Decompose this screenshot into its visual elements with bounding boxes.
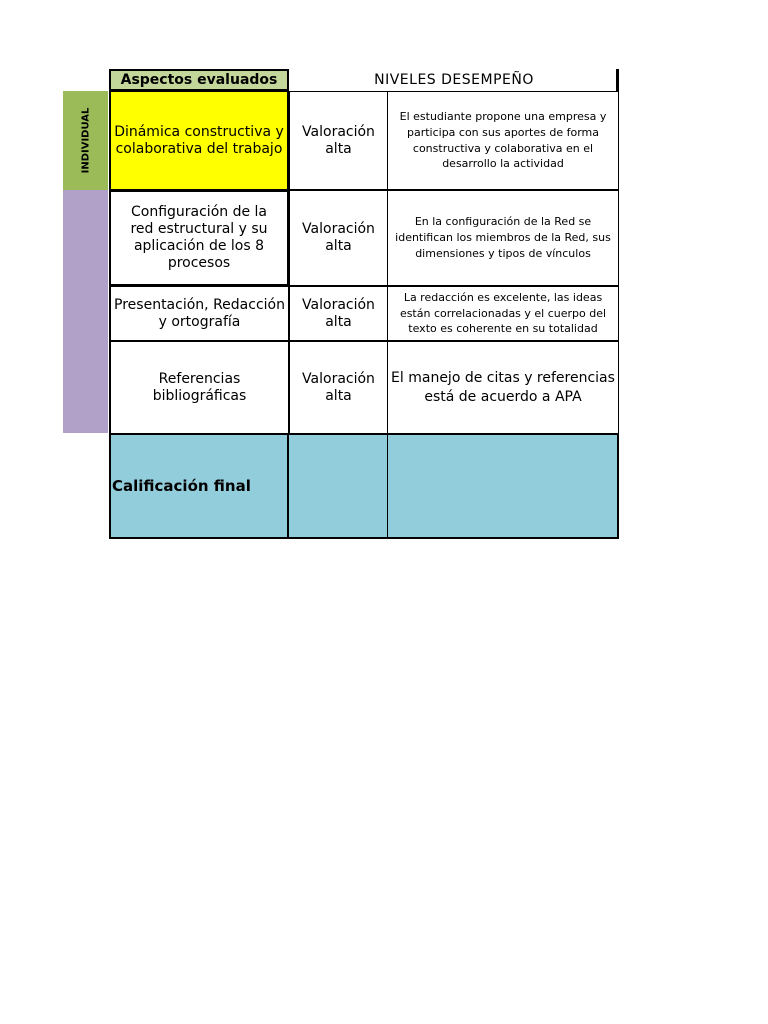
- row-1-level-text: Valoración alta: [302, 123, 375, 157]
- final-label-cell: [109, 433, 289, 539]
- row-3-level-text: Valoración alta: [302, 296, 375, 330]
- side-individual-label-block: [63, 91, 108, 190]
- row-2-aspect-cell: [109, 190, 289, 286]
- row-1-description-text: El estudiante propone una empresa y participa con sus aportes de forma constructiva y colaborativa en el desarrollo la actividad: [399, 109, 607, 171]
- side-group-block: [63, 190, 108, 433]
- final-level-cell: [288, 433, 388, 539]
- header-aspects-cell: [109, 69, 289, 91]
- row-1-aspect-text: Dinámica constructiva y colaborativa del trabajo: [114, 123, 284, 157]
- row-2-description-cell: [387, 190, 619, 286]
- header-aspects-label: Aspectos evaluados: [120, 72, 278, 88]
- row-3-description-cell: [387, 286, 619, 341]
- row-4-level-cell: [289, 341, 388, 434]
- row-4-description-cell: [387, 341, 619, 434]
- header-right-border: [616, 69, 619, 91]
- row-1-level-cell: [289, 91, 388, 190]
- final-description-cell: [387, 433, 619, 539]
- row-4-description-text: El manejo de citas y referencias está de acuerdo a APA: [391, 370, 615, 405]
- row-2-aspect-text: Configuración de la red estructural y su aplicación de los 8 procesos: [130, 204, 268, 271]
- row-2-description-text: En la configuración de la Red se identifican los miembros de la Red, sus dimensiones y tipos de vínculos: [395, 215, 611, 260]
- header-levels-cell: [289, 69, 619, 91]
- row-4-aspect-text: Referencias bibliográficas: [152, 370, 247, 404]
- row-3-aspect-text: Presentación, Redacción y ortografía: [114, 296, 285, 330]
- row-3-aspect-cell: [109, 286, 289, 341]
- row-3-level-cell: [289, 286, 388, 341]
- row-2-level-text: Valoración alta: [302, 221, 375, 254]
- header-levels-label: NIVELES DESEMPEÑO: [374, 72, 534, 88]
- row-4-aspect-cell: [109, 341, 289, 434]
- row-2-level-cell: [289, 190, 388, 286]
- side-individual-label: INDIVIDUAL: [80, 107, 92, 174]
- final-label-text: Calificación final: [112, 477, 251, 495]
- row-1-aspect-cell: [109, 91, 289, 190]
- row-1-description-cell: [387, 91, 619, 190]
- row-4-level-text: Valoración alta: [302, 370, 375, 404]
- row-3-description-text: La redacción es excelente, las ideas están correlacionadas y el cuerpo del texto es coherente en su totalidad: [399, 290, 607, 336]
